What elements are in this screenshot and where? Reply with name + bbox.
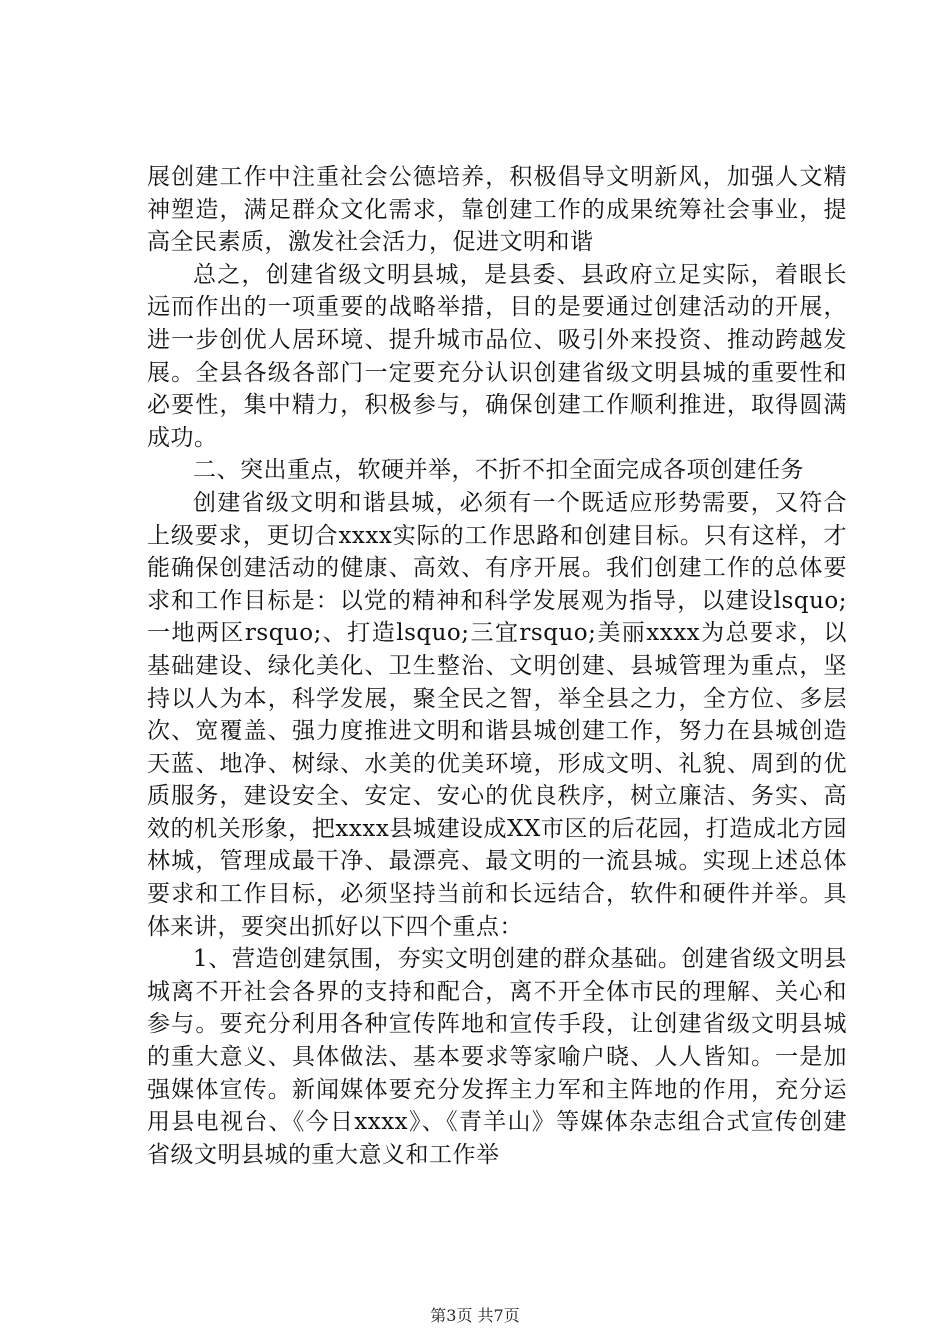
paragraph-continuation: 展创建工作中注重社会公德培养，积极倡导文明新风，加强人文精神塑造，满足群众文化需求，靠创建工作的成果统筹社会事业，提高全民素质，激发社会活力，促进文明和谐	[147, 164, 847, 256]
paragraph-point-one: 1、营造创建氛围，夯实文明创建的群众基础。创建省级文明县城离不开社会各界的支持和配合，离不开全体市民的理解、关心和参与。要充分利用各种宣传阵地和宣传手段，让创建省级文明县城的重大意义、具体做法、基本要求等家喻户晓、人人皆知。一是加强媒体宣传。新闻媒体要充分发挥主力军和主阵地的作用，充分运用县电视台、《今日xxxx》、《青羊山》等媒体杂志组合式宣传创建省级文明县城的重大意义和工作举	[147, 946, 847, 1168]
page-number-footer: 第3页 共7页	[430, 1306, 520, 1325]
paragraph-goals: 创建省级文明和谐县城，必须有一个既适应形势需要，又符合上级要求，更切合xxxx实际的工作思路和创建目标。只有这样，才能确保创建活动的健康、高效、有序开展。我们创建工作的总体要求和工作目标是：以党的精神和科学发展观为指导，以建设lsquo;一地两区rsquo;、打造lsquo;三宜rsquo;美丽xxxx为总要求，以基础建设、绿化美化、卫生整治、文明创建、县城管理为重点，坚持以人为本，科学发展，聚全民之智，举全县之力，全方位、多层次、宽覆盖、强力度推进文明和谐县城创建工作，努力在县城创造天蓝、地净、树绿、水美的优美环境，形成文明、礼貌、周到的优质服务，建设安全、安定、安心的优良秩序，树立廉洁、务实、高效的机关形象，把xxxx县城建设成XX市区的后花园，打造成北方园林城，管理成最干净、最漂亮、最文明的一流县城。实现上述总体要求和工作目标，必须坚持当前和长远结合，软件和硬件并举。具体来讲，要突出抓好以下四个重点：	[147, 489, 847, 940]
paragraph-summary: 总之，创建省级文明县城，是县委、县政府立足实际，着眼长远而作出的一项重要的战略举措，目的是要通过创建活动的开展，进一步创优人居环境、提升城市品位、吸引外来投资、推动跨越发展。全县各级各部门一定要充分认识创建省级文明县城的重要性和必要性，集中精力，积极参与，确保创建工作顺利推进，取得圆满成功。	[147, 261, 847, 451]
document-body	[147, 161, 847, 1171]
section-heading: 二、突出重点，软硬并举，不折不扣全面完成各项创建任务	[193, 457, 804, 484]
